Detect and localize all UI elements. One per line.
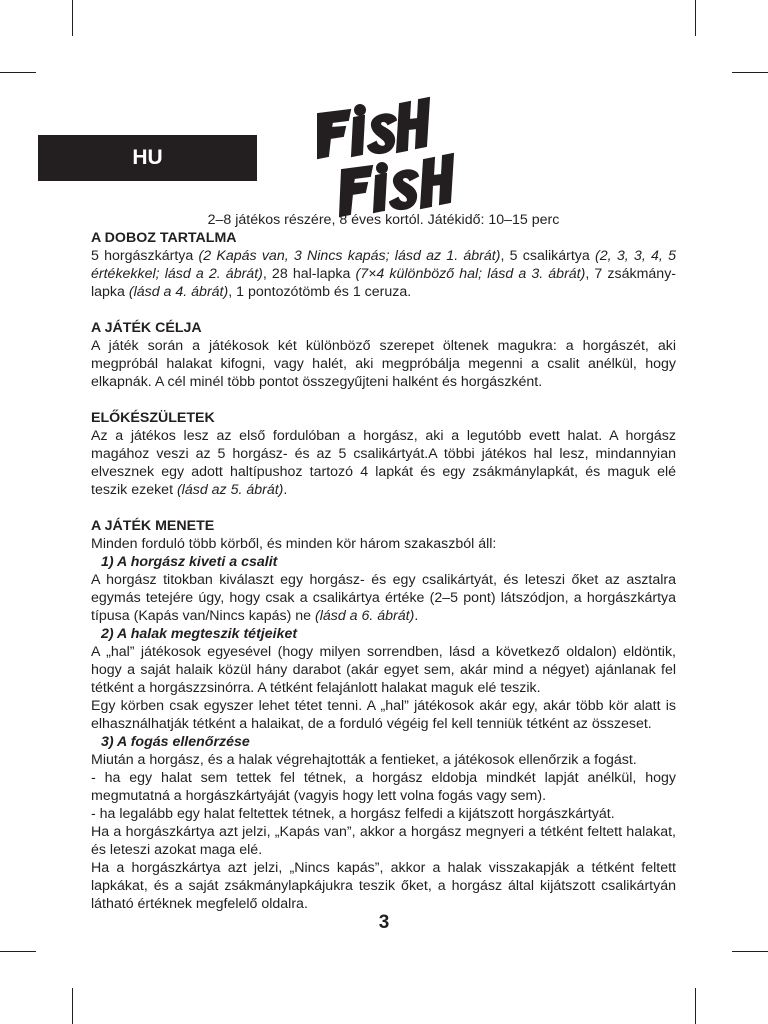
page-number: 3 [378, 912, 390, 933]
language-label: HU [132, 146, 163, 169]
goal-heading: A JÁTÉK CÉLJA [91, 320, 202, 336]
crop-mark [732, 72, 768, 73]
fish-fish-logo [312, 96, 462, 222]
setup-text: Az a játékos lesz az első fordulóban a horgász, aki a legutóbb evett halat. A horgász magához veszi az 5 horgász- és az 5 csalikártyát.A többi játékos hal lesz, mindannyian elvesznek egy adott haltípushoz tartozó 4 lapkát és egy zsákmánylapkát, és maguk elé teszik ezeket (lásd az 5. ábrát). [91, 428, 676, 498]
player-info: 2–8 játékos részére, 8 éves kortól. Játékidő: 10–15 perc [207, 212, 560, 228]
step3-text: Ha a horgászkártya azt jelzi, „Nincs kapás”, akkor a halak visszakapják a tétként feltett lapkákat, és a saját zsákmánylapkájukra teszik őket, a horgász által kijátszott csalikártyán látható értéknek megfelelő oldalra. [91, 860, 676, 912]
step3-text: Miután a horgász, és a halak végrehajtották a fentieket, a játékosok ellenőrzik a fogást. [91, 752, 637, 768]
gameplay-heading: A JÁTÉK MENETE [91, 518, 215, 534]
crop-mark [0, 951, 36, 952]
crop-mark [72, 0, 73, 36]
gameplay-intro: Minden forduló több körből, és minden kör három szakaszból áll: [91, 536, 497, 552]
rules-text [91, 211, 676, 913]
box-contents-text: 5 horgászkártya (2 Kapás van, 3 Nincs kapás; lásd az 1. ábrát), 5 csalikártya (2, 3, 3, 4, 5 értékekkel; lásd a 2. ábrát), 28 hal-lapka (7×4 különböző hal; lásd a 3. ábrát), 7 zsákmány-lapka (lásd a 4. ábrát), 1 pontozótömb és 1 ceruza. [91, 248, 677, 300]
language-badge [38, 135, 257, 181]
crop-mark [695, 988, 696, 1024]
step2-title: 2) A halak megteszik tétjeiket [101, 626, 298, 642]
box-contents-heading: A DOBOZ TARTALMA [91, 230, 237, 246]
crop-mark [732, 951, 768, 952]
step3-text: - ha legalább egy halat feltettek tétnek, a horgász felfedi a kijátszott horgászkártyát. [91, 806, 615, 822]
goal-text: A játék során a játékosok két különböző szerepet öltenek magukra: a horgászét, aki megpróbál halakat kifogni, vagy halét, aki megpróbálja megenni a csalit anélkül, hogy elkapnák. A cél minél több pontot összegyűjteni halként és horgászként. [91, 338, 676, 390]
setup-heading: ELŐKÉSZÜLETEK [91, 410, 215, 426]
step1-text: A horgász titokban kiválaszt egy horgász- és egy csalikártyát, és leteszi őket az asztalra egymás tetejére úgy, hogy csak a csalikártya értéke (2–5 pont) látszódjon, a horgászkártya típusa (Kapás van/Nincs kapás) ne (lásd a 6. ábrát). [91, 572, 676, 624]
step3-text: Ha a horgászkártya azt jelzi, „Kapás van”, akkor a horgász megnyeri a tétként feltett halakat, és leteszi azokat maga elé. [91, 824, 676, 858]
crop-mark [695, 0, 696, 36]
step3-text: - ha egy halat sem tettek fel tétnek, a horgász eldobja mindkét lapját anélkül, hogy megmutatná a horgászkártyáját (vagyis hogy lett volna fogás vagy sem). [91, 770, 676, 804]
crop-mark [72, 988, 73, 1024]
step2-text: Egy körben csak egyszer lehet tétet tenni. A „hal” játékosok akár egy, akár több kör alatt is elhasználhatják tétként a halaikat, de a forduló végéig fel kell tenniük tétként az összeset. [91, 698, 676, 732]
step1-title: 1) A horgász kiveti a csalit [101, 554, 278, 570]
step3-title: 3) A fogás ellenőrzése [101, 734, 250, 750]
step2-text: A „hal” játékosok egyesével (hogy milyen sorrendben, lásd a következő oldalon) eldöntik, hogy a saját halaik közül hány darabot (akár egyet sem, akár mind a négyet) ajánlanak fel tétként a horgászzsinórra. A tétként felajánlott halakat maguk elé teszik. [91, 644, 676, 696]
crop-mark [0, 72, 36, 73]
